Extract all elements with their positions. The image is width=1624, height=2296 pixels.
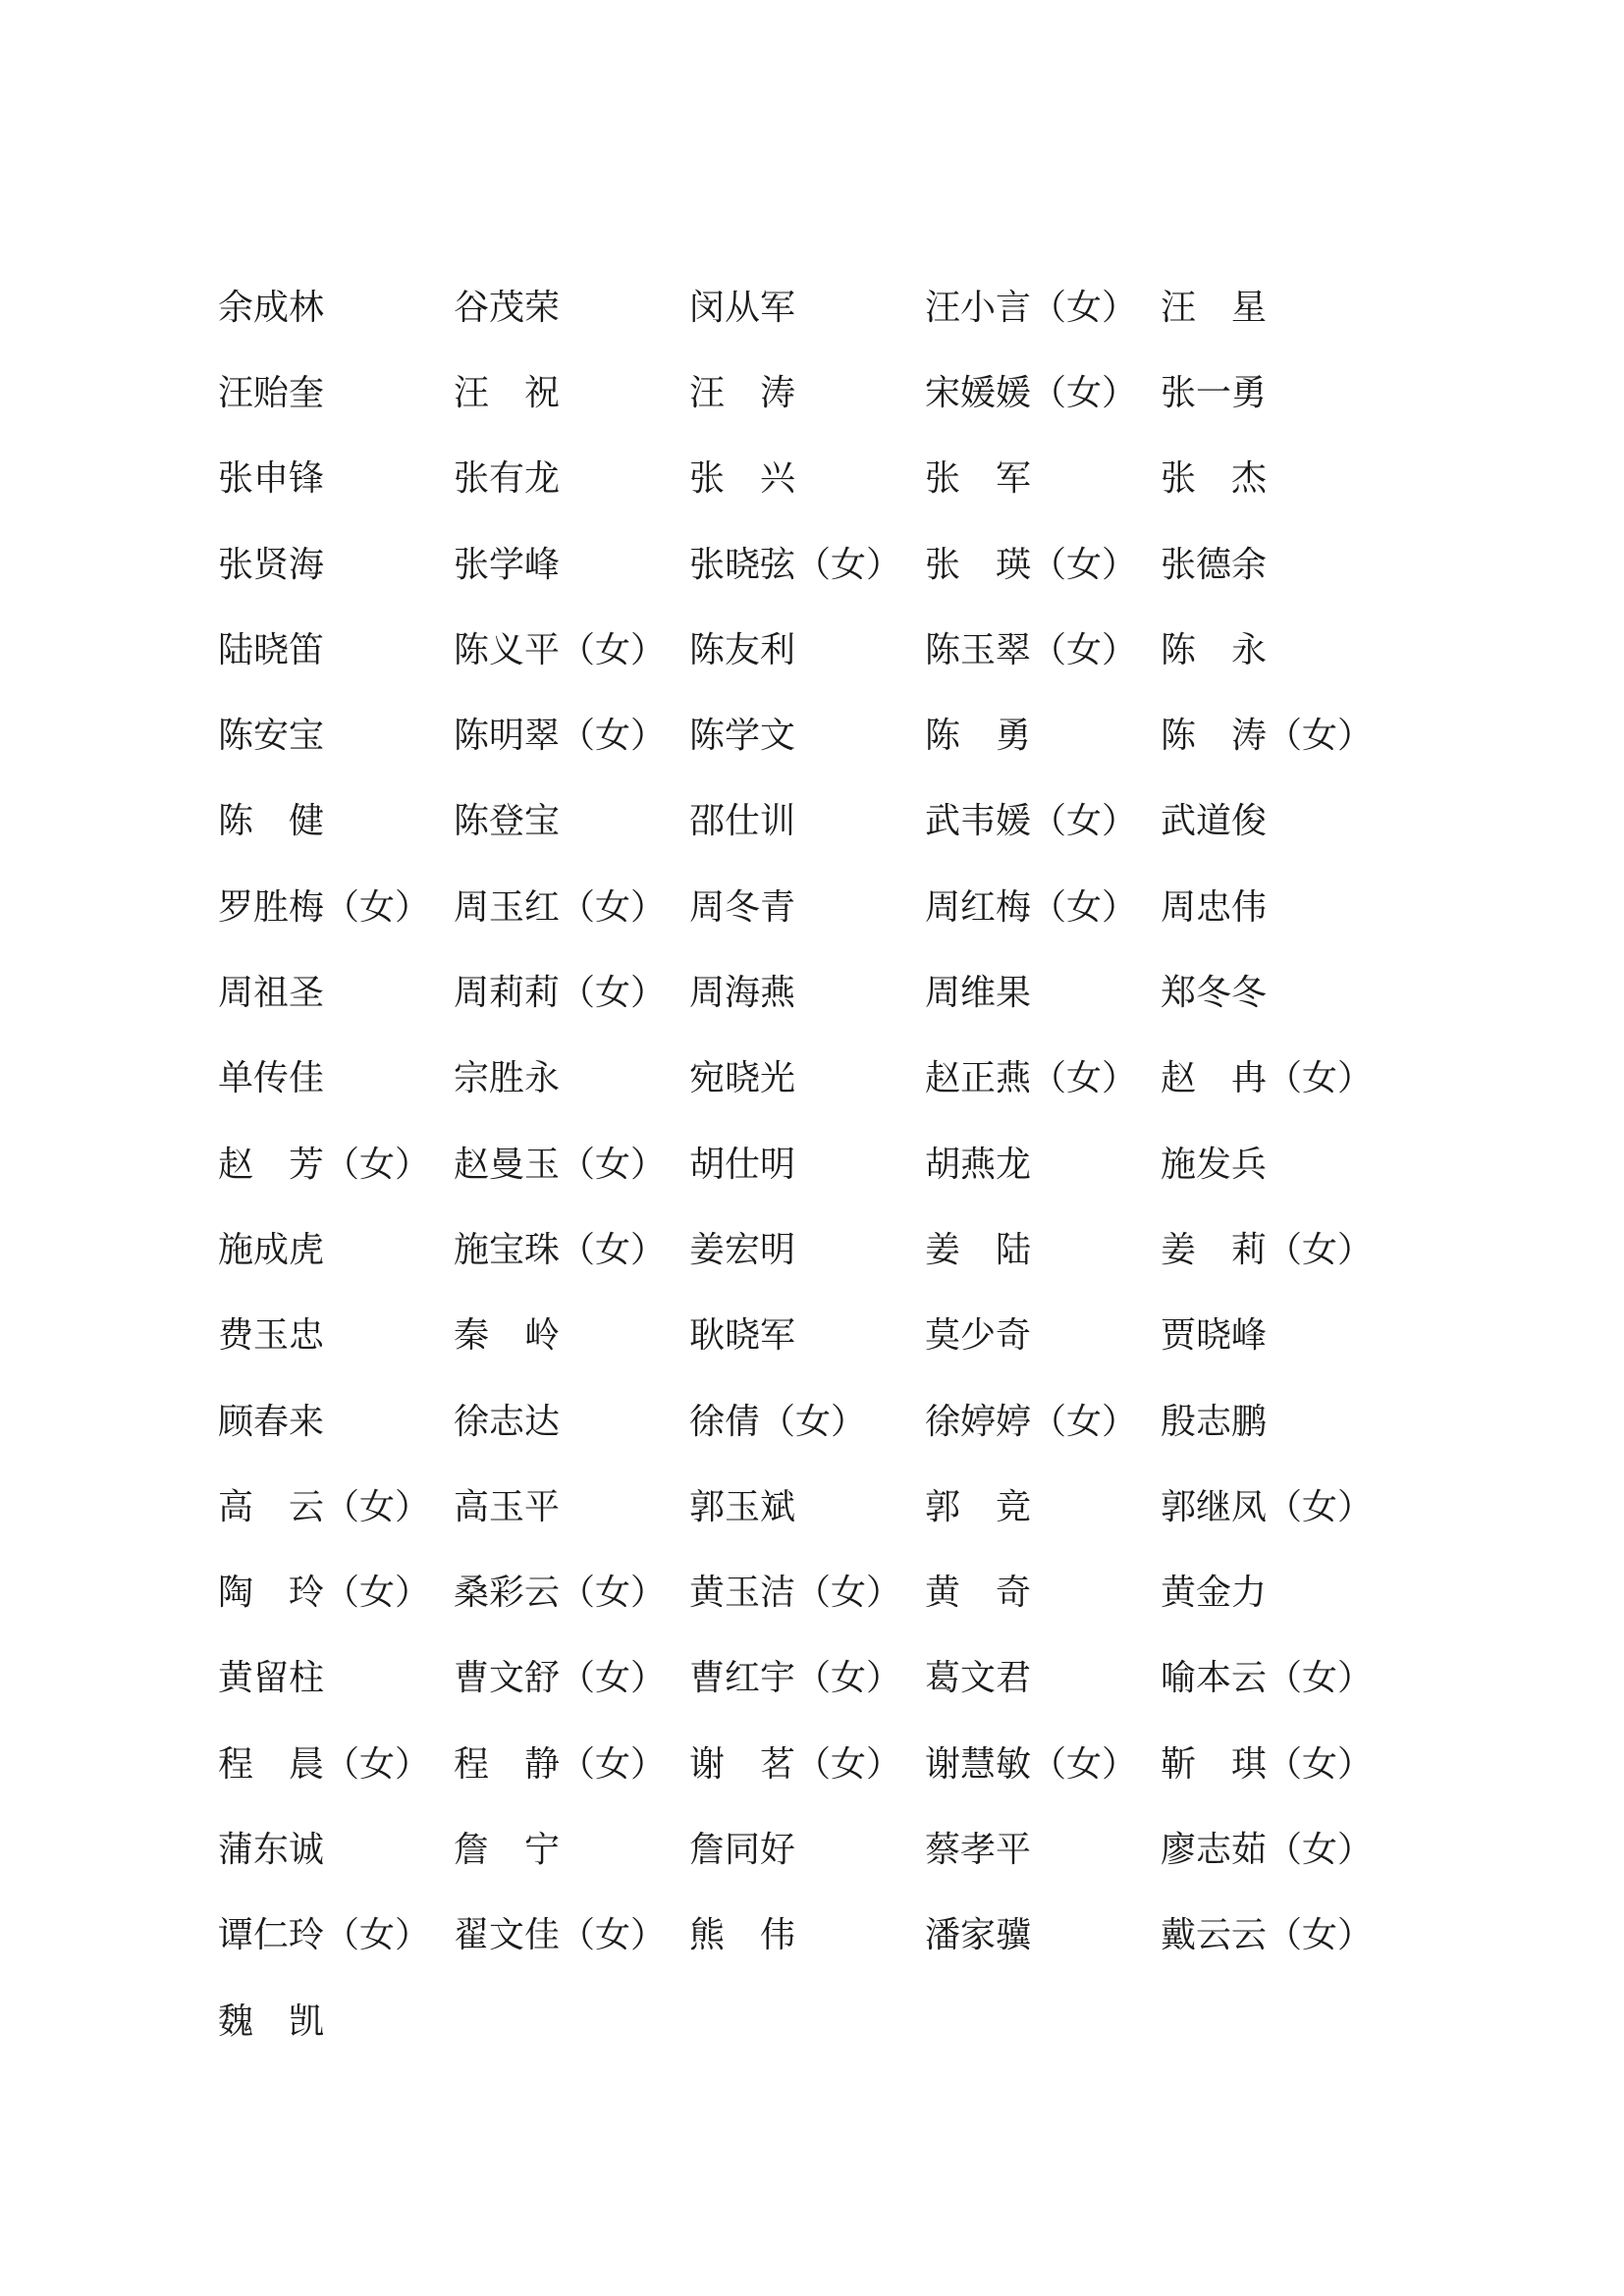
name-entry: 施成虎 [218, 1229, 325, 1270]
name-entry: 蒲东诚 [218, 1829, 325, 1870]
name-entry: 郑冬冬 [1161, 973, 1268, 1014]
name-entry: 陈安宝 [218, 716, 325, 757]
name-row [218, 693, 1435, 778]
name-entry: 张一勇 [1161, 372, 1268, 413]
name-entry: 周海燕 [689, 973, 796, 1014]
name-entry: 宋媛媛（女） [925, 372, 1138, 413]
name-entry: 高 云（女） [218, 1486, 431, 1527]
name-entry: 姜 莉（女） [1161, 1229, 1374, 1270]
name-entry: 周红梅（女） [925, 886, 1138, 928]
name-entry: 郭玉斌 [689, 1486, 796, 1527]
name-entry: 陈 永 [1161, 629, 1268, 670]
name-row [218, 1122, 1435, 1207]
name-entry: 熊 伟 [689, 1915, 796, 1956]
name-entry: 詹同好 [689, 1829, 796, 1870]
name-entry: 高玉平 [454, 1486, 561, 1527]
name-entry: 秦 岭 [454, 1315, 561, 1357]
name-entry: 汪贻奎 [218, 372, 325, 413]
name-row [218, 1807, 1435, 1893]
name-entry: 周维果 [925, 973, 1032, 1014]
name-entry: 张申锋 [218, 458, 325, 500]
name-row [218, 779, 1435, 865]
name-entry: 汪 涛 [689, 372, 796, 413]
name-entry: 张 瑛（女） [925, 544, 1138, 585]
name-entry: 谢慧敏（女） [925, 1743, 1138, 1785]
name-entry: 桑彩云（女） [454, 1573, 667, 1614]
name-row [218, 437, 1435, 522]
name-entry: 张贤海 [218, 544, 325, 585]
name-entry: 陈 健 [218, 801, 325, 842]
name-entry: 谭仁玲（女） [218, 1915, 431, 1956]
name-entry: 耿晓军 [689, 1315, 796, 1357]
name-entry: 谢 茗（女） [689, 1743, 902, 1785]
name-entry: 徐志达 [454, 1401, 561, 1442]
name-entry: 赵 芳（女） [218, 1144, 431, 1185]
name-entry: 程 晨（女） [218, 1743, 431, 1785]
name-row [218, 1894, 1435, 1979]
name-entry: 郭继凤（女） [1161, 1486, 1374, 1527]
name-entry: 余成林 [218, 287, 325, 328]
name-entry: 魏 凯 [218, 2001, 325, 2042]
name-entry: 靳 琪（女） [1161, 1743, 1374, 1785]
name-entry: 周玉红（女） [454, 886, 667, 928]
name-entry: 赵 冉（女） [1161, 1058, 1374, 1099]
name-row [218, 1294, 1435, 1379]
name-entry: 汪 星 [1161, 287, 1268, 328]
name-row [218, 522, 1435, 608]
name-entry: 武韦媛（女） [925, 801, 1138, 842]
name-entry: 黄留柱 [218, 1658, 325, 1699]
name-entry: 徐婷婷（女） [925, 1401, 1138, 1442]
name-entry: 陈学文 [689, 716, 796, 757]
name-row [218, 1465, 1435, 1550]
name-row [218, 608, 1435, 693]
name-entry: 汪 祝 [454, 372, 561, 413]
name-entry: 曹红宇（女） [689, 1658, 902, 1699]
name-entry: 贾晓峰 [1161, 1315, 1268, 1357]
name-entry: 陈玉翠（女） [925, 629, 1138, 670]
name-entry: 闵从军 [689, 287, 796, 328]
name-entry: 潘家骥 [925, 1915, 1032, 1956]
name-entry: 胡仕明 [689, 1144, 796, 1185]
name-entry: 徐倩（女） [689, 1401, 867, 1442]
name-entry: 施宝珠（女） [454, 1229, 667, 1270]
name-row [218, 950, 1435, 1036]
name-entry: 宗胜永 [454, 1058, 561, 1099]
name-row [218, 1379, 1435, 1465]
name-entry: 翟文佳（女） [454, 1915, 667, 1956]
name-entry: 赵正燕（女） [925, 1058, 1138, 1099]
name-row [218, 350, 1435, 436]
name-entry: 邵仕训 [689, 801, 796, 842]
name-entry: 黄金力 [1161, 1573, 1268, 1614]
name-entry: 陈明翠（女） [454, 716, 667, 757]
name-entry: 宛晓光 [689, 1058, 796, 1099]
name-entry: 殷志鹏 [1161, 1401, 1268, 1442]
name-entry: 胡燕龙 [925, 1144, 1032, 1185]
name-entry: 陆晓笛 [218, 629, 325, 670]
name-row [218, 1037, 1435, 1122]
name-entry: 詹 宁 [454, 1829, 561, 1870]
name-entry: 张晓弦（女） [689, 544, 902, 585]
name-entry: 陶 玲（女） [218, 1573, 431, 1614]
name-entry: 陈义平（女） [454, 629, 667, 670]
name-entry: 谷茂荣 [454, 287, 561, 328]
name-entry: 陈登宝 [454, 801, 561, 842]
name-row [218, 865, 1435, 950]
name-entry: 陈 勇 [925, 716, 1032, 757]
name-entry: 施发兵 [1161, 1144, 1268, 1185]
name-entry: 曹文舒（女） [454, 1658, 667, 1699]
name-entry: 黄玉洁（女） [689, 1573, 902, 1614]
name-row [218, 1979, 1435, 2064]
name-entry: 周祖圣 [218, 973, 325, 1014]
name-entry: 周莉莉（女） [454, 973, 667, 1014]
name-entry: 费玉忠 [218, 1315, 325, 1357]
name-entry: 周冬青 [689, 886, 796, 928]
name-entry: 武道俊 [1161, 801, 1268, 842]
name-entry: 喻本云（女） [1161, 1658, 1374, 1699]
name-entry: 张有龙 [454, 458, 561, 500]
name-entry: 陈友利 [689, 629, 796, 670]
name-entry: 蔡孝平 [925, 1829, 1032, 1870]
name-entry: 程 静（女） [454, 1743, 667, 1785]
name-list [218, 265, 1435, 2064]
name-entry: 罗胜梅（女） [218, 886, 431, 928]
name-row [218, 1722, 1435, 1807]
name-entry: 戴云云（女） [1161, 1915, 1374, 1956]
name-row [218, 1207, 1435, 1293]
name-row [218, 1636, 1435, 1722]
name-entry: 张德余 [1161, 544, 1268, 585]
name-entry: 周忠伟 [1161, 886, 1268, 928]
name-entry: 单传佳 [218, 1058, 325, 1099]
name-entry: 张 军 [925, 458, 1032, 500]
name-entry: 张学峰 [454, 544, 561, 585]
name-entry: 姜 陆 [925, 1229, 1032, 1270]
name-entry: 汪小言（女） [925, 287, 1138, 328]
name-entry: 姜宏明 [689, 1229, 796, 1270]
name-entry: 葛文君 [925, 1658, 1032, 1699]
name-entry: 廖志茹（女） [1161, 1829, 1374, 1870]
name-entry: 赵曼玉（女） [454, 1144, 667, 1185]
name-entry: 莫少奇 [925, 1315, 1032, 1357]
name-entry: 顾春来 [218, 1401, 325, 1442]
name-row [218, 1550, 1435, 1635]
name-entry: 黄 奇 [925, 1573, 1032, 1614]
name-row [218, 265, 1435, 350]
name-entry: 郭 竞 [925, 1486, 1032, 1527]
name-entry: 陈 涛（女） [1161, 716, 1374, 757]
name-entry: 张 兴 [689, 458, 796, 500]
name-entry: 张 杰 [1161, 458, 1268, 500]
